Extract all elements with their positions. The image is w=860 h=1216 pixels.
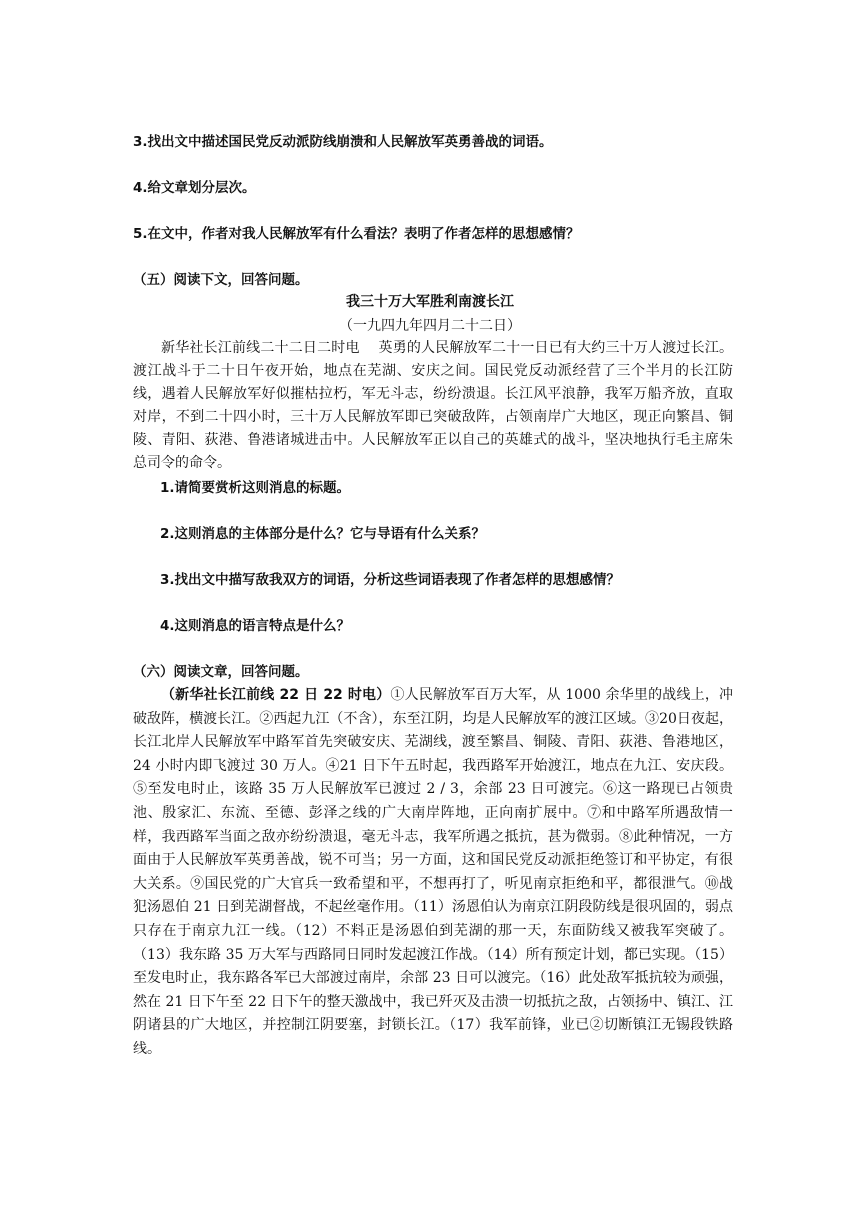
section-5-heading: （五）阅读下文，回答问题。 [133, 272, 309, 288]
question-5: 5.在文中，作者对我人民解放军有什么看法？表明了作者怎样的思想感情？ [133, 226, 580, 242]
news-body: 新华社长江前线二十二日二时电 英勇的人民解放军二十一日已有大约三十万人渡过长江。渡江战斗于二十日午夜开始，地点在芜湖、安庆之间。国民党反动派经营了三个半月的长江防线，遇着人民解放军好似摧枯拉朽，军无斗志，纷纷溃退。长江风平浪静，我军万船齐放，直取对岸，不到二十四小时，三十万人民解放军即已突破敌阵，占领南岸广大地区，现正向繁昌、铜陵、青阳、荻港、鲁港诸城进击中。人民解放军正以自己的英雄式的战斗，坚决地执行毛主席朱总司令的命令。 [133, 340, 733, 471]
section-5-question-1: 1.请简要赏析这则消息的标题。 [160, 480, 351, 496]
news-title: 我三十万大军胜利南渡长江 [346, 294, 514, 310]
question-4: 4.给文章划分层次。 [133, 180, 256, 196]
article-lead: （新华社长江前线 22 日 22 时电） [161, 687, 391, 703]
section-5-question-2: 2.这则消息的主体部分是什么？它与导语有什么关系？ [160, 526, 486, 542]
article-text: ①人民解放军百万大军，从 1000 余华里的战线上，冲破敌阵，横渡长江。②西起九江（不含），东至江阴，均是人民解放军的渡江区域。③20日夜起，长江北岸人民解放军中路军首先突破安庆、芜湖线，渡至繁昌、铜陵、青阳、荻港、鲁港地区，24 小时内即飞渡过 30 万人。④21 日下午五时起，我西路军开始渡江，地点在九江、安庆段。⑤至发电时止，该路 35 万人民解放军已渡过 2 / 3，余部 23 日可渡完。⑥这一路现已占领贵池、殷家汇、东流、至德、彭泽之线的广大南岸阵地，正向南扩展中。⑦和中路军所遇敌情一样，我西路军当面之敌亦纷纷溃退，毫无斗志，我军所遇之抵抗，甚为微弱。⑧此种情况，一方面由于人民解放军英勇善战，锐不可当；另一方面，这和国民党反动派拒绝签订和平协定，有很大关系。⑨国民党的广大官兵一致希望和平，不想再打了，听见南京拒绝和平，都很泄气。⑩战犯汤恩伯 21 日到芜湖督战，不起丝毫作用。（11）汤恩伯认为南京江阴段防线是很巩固的，弱点只存在于南京九江一线。（12）不料正是汤恩伯到芜湖的那一天，东面防线又被我军突破了。（13）我东路 35 万大军与西路同日同时发起渡江作战。（14）所有预定计划，都已实现。（15）至发电时止，我东路各军已大部渡过南岸，余部 23 日可以渡完。（16）此处敌军抵抗较为顽强，然在 21 日下午至 22 日下午的整天激战中，我已歼灭及击溃一切抵抗之敌，占领扬中、镇江、江阴诸县的广大地区，并控制江阴要塞，封锁长江。（17）我军前锋，业已②切断镇江无锡段铁路线。 [133, 687, 734, 1057]
section-6-heading: （六）阅读文章，回答问题。 [133, 664, 309, 680]
section-5-question-4: 4.这则消息的语言特点是什么？ [160, 618, 351, 634]
section-5-question-3: 3.找出文中描写敌我双方的词语，分析这些词语表现了作者怎样的思想感情？ [160, 572, 621, 588]
article-body [133, 684, 733, 1062]
news-date: （一九四九年四月二十二日） [339, 318, 521, 334]
question-3: 3.找出文中描述国民党反动派防线崩溃和人民解放军英勇善战的词语。 [133, 134, 553, 150]
